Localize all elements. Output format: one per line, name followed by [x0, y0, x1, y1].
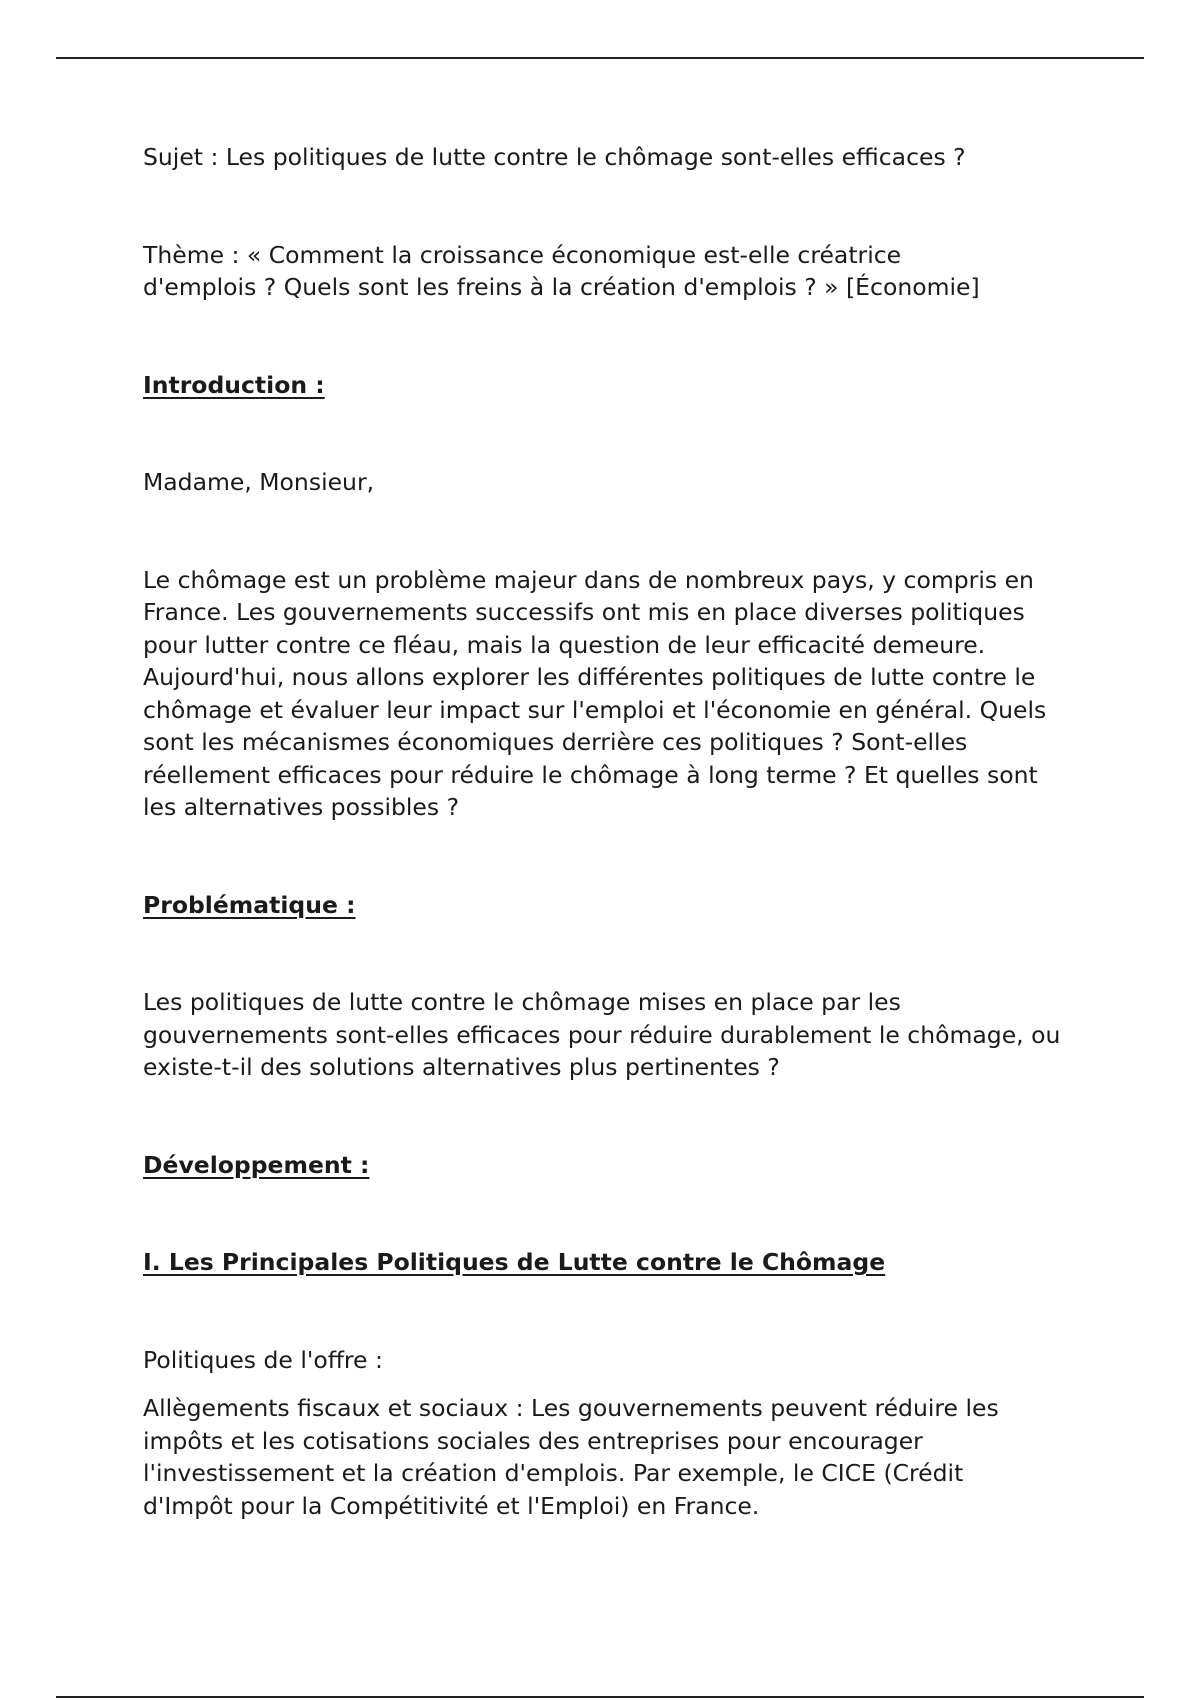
top-divider [56, 57, 1144, 59]
document-body [143, 141, 1063, 1522]
section-1-heading: I. Les Principales Politiques de Lutte contre le Chômage [143, 1248, 886, 1276]
theme-line: Thème : « Comment la croissance économique est-elle créatrice d'emplois ? Quels sont les freins à la création d'emplois ? » [Économie] [143, 240, 980, 301]
allegements-paragraph: Allègements fiscaux et sociaux : Les gouvernements peuvent réduire les impôts et les cotisations sociales des entreprises pour encourager l'investissement et la création d'emplois. Par exemple, le CICE (Crédit d'Impôt pour la Compétitivité et l'Emploi) en France. [143, 1394, 999, 1520]
politiques-offre-label: Politiques de l'offre : [143, 1345, 383, 1374]
introduction-heading: Introduction : [143, 370, 325, 399]
subject-line: Sujet : Les politiques de lutte contre le chômage sont-elles efficaces ? [143, 143, 966, 171]
bottom-divider [56, 1696, 1144, 1698]
problematique-heading: Problématique : [143, 890, 356, 919]
salutation: Madame, Monsieur, [143, 468, 375, 496]
problematique-paragraph: Les politiques de lutte contre le chômage mises en place par les gouvernements sont-elles efficaces pour réduire durablement le chômage, ou existe-t-il des solutions alternatives plus pertinentes ? [143, 988, 1061, 1081]
developpement-heading: Développement : [143, 1150, 370, 1179]
intro-paragraph: Le chômage est un problème majeur dans de nombreux pays, y compris en France. Les gouvernements successifs ont mis en place diverses politiques pour lutter contre ce fléau, mais la question de leur efficacité demeure. Aujourd'hui, nous allons explorer les différentes politiques de lutte contre le chômage et évaluer leur impact sur l'emploi et l'économie en général. Quels sont les mécanismes économiques derrière ces politiques ? Sont-elles réellement efficaces pour réduire le chômage à long terme ? Et quelles sont les alternatives possibles ? [143, 565, 1047, 821]
